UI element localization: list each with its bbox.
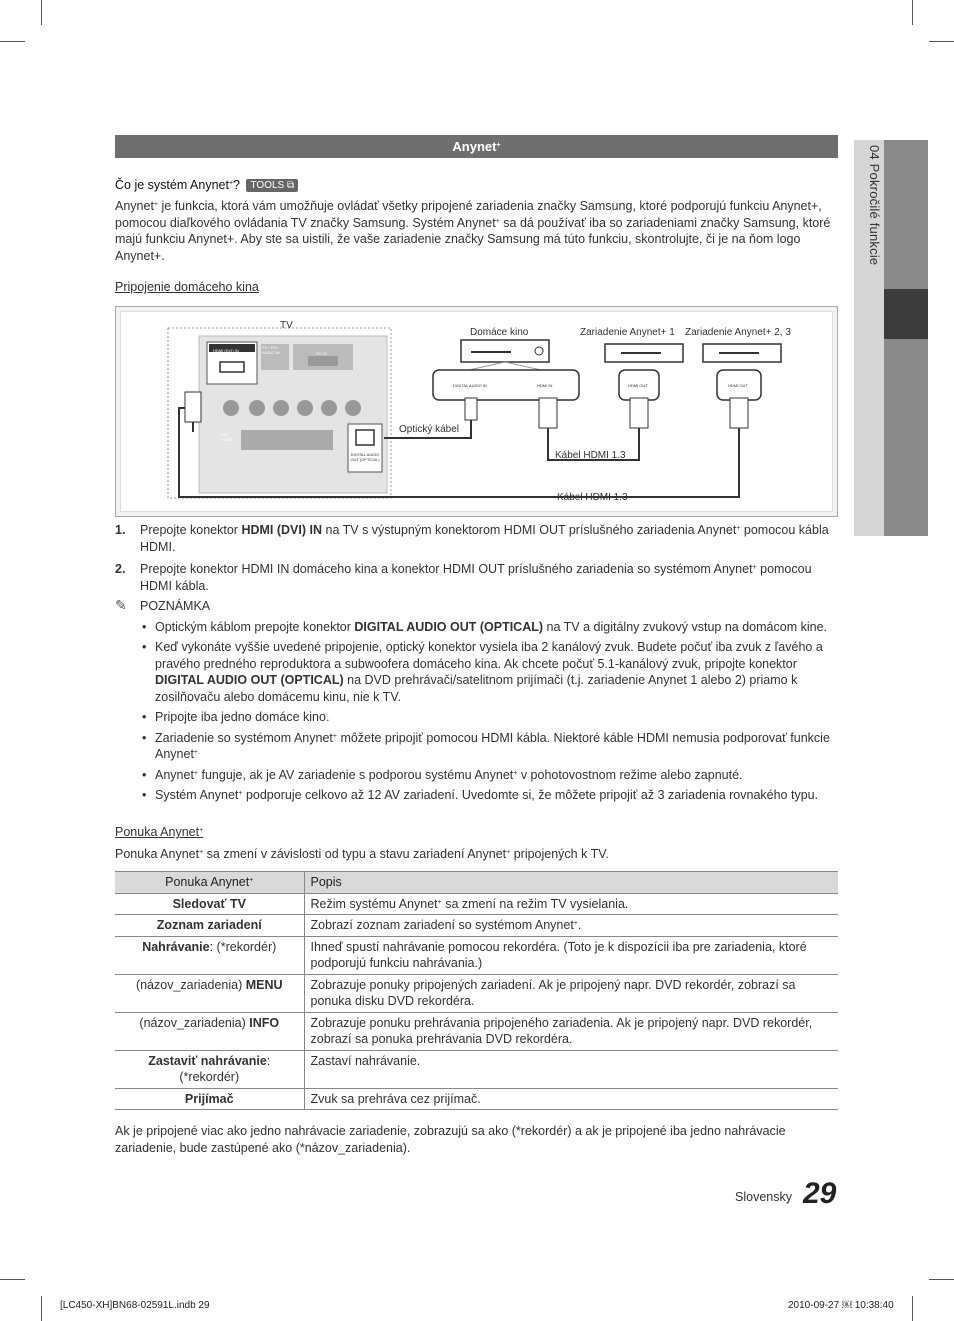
device1-hdmi-port: HDMI OUT	[628, 383, 648, 388]
port-pc-dvi: PC / DVI AUDIO IN	[262, 345, 280, 355]
crop-mark	[41, 1296, 42, 1321]
page-number: 29	[803, 1177, 837, 1210]
tools-icon: ⧉	[286, 180, 295, 191]
footer-paragraph: Ak je pripojené viac ako jedno nahrávacie zariadenie, zobrazujú sa ako (*rekordér) a ak je pripojené iba jedno nahrávacie zariadenie, bude zastúpené ako (*názov_zariadenia).	[115, 1124, 786, 1155]
device1-label: Zariadenie Anynet+ 1	[580, 327, 675, 338]
device1-hdmi-plug	[630, 398, 648, 428]
ht-hdmi-plug	[539, 398, 557, 428]
note-title: ✎ POZNÁMKA	[115, 597, 211, 613]
chapter-tab-band	[884, 339, 928, 536]
crop-mark	[0, 1279, 25, 1280]
table-row	[115, 893, 838, 915]
scart-port	[241, 430, 333, 450]
table-cell: Zastaví nahrávanie.	[304, 1050, 838, 1088]
table-header	[115, 872, 838, 894]
port-ext: EXT (RGB)	[221, 432, 233, 442]
table-row	[115, 915, 838, 937]
table-cell: Sledovať TV	[115, 893, 304, 915]
connection-diagram	[115, 306, 838, 517]
table-row	[115, 1088, 838, 1110]
ht-optical-port: DIGITAL AUDIO IN	[453, 383, 487, 388]
optical-cable-label: Optický kábel	[399, 424, 460, 435]
steps-list	[115, 522, 838, 808]
note-item: • Anynet+ funguje, ak je AV zariadenie s podporou systému Anynet+ v pohotovostnom režime alebo zapnuté.	[155, 767, 838, 784]
connect-heading: Pripojenie domáceho kina	[115, 280, 259, 294]
note-item: • Pripojte iba jedno domáce kino.	[155, 709, 838, 726]
hdmi-cable-label-2: Kábel HDMI 1.3	[557, 492, 628, 503]
menu-description: Ponuka Anynet+ sa zmení v závislosti od typu a stavu zariadení Anynet+ pripojených k TV.	[115, 847, 609, 861]
table-header-cell: Ponuka Anynet+	[115, 872, 304, 894]
chapter-label: 04 Pokročilé funkcie	[867, 145, 882, 266]
hdmi-cable-label-1: Kábel HDMI 1.3	[555, 450, 626, 461]
crop-mark	[912, 1296, 913, 1321]
tv-hdmi-plug	[185, 392, 201, 422]
table-row	[115, 1012, 838, 1050]
ht-optical-plug	[465, 398, 477, 420]
what-is-body: Anynet+ je funkcia, ktorá vám umožňuje ovládať všetky pripojené zariadenia značky Samsung, ktoré podporujú funkciu Anynet+, pomocou diaľkového ovládania TV značky Samsung. Systém Anynet+ sa dá používať iba so zariadeniami značky Samsung, ktoré majú funkciu Anynet+. Aby ste sa uistili, že vaše zariadenie značky Samsung má túto funkciu, skontrolujte, či je na ňom logo Anynet+.	[115, 199, 831, 263]
print-date-info: 2010-09-27 ￼ 10:38:40	[788, 1300, 894, 1311]
tv-hdmi-cable-inner	[179, 408, 185, 422]
crop-mark	[0, 41, 25, 42]
table-cell: (názov_zariadenia) INFO	[115, 1012, 304, 1050]
menu-heading: Ponuka Anynet+	[115, 825, 204, 839]
note-item: • Optickým káblom prepojte konektor DIGITAL AUDIO OUT (OPTICAL) na TV a digitálny zvukový vstup na domácom kine.	[155, 619, 838, 636]
note-item: • Zariadenie so systémom Anynet+ môžete pripojiť pomocou HDMI kábla. Niektoré káble HDMI nemusia podporovať funkcie Anynet+.	[155, 730, 838, 763]
table-cell: Režim systému Anynet+ sa zmení na režim TV vysielania.	[304, 893, 838, 915]
table-cell: Zastaviť nahrávanie: (*rekordér)	[115, 1050, 304, 1088]
home-theater-link	[469, 362, 541, 370]
step-item: 1. Prepojte konektor HDMI (DVI) IN na TV s výstupným konektorom HDMI OUT príslušného zariadenia Anynet+ pomocou kábla HDMI.	[115, 523, 829, 554]
device23-hdmi-port: HDMI OUT	[728, 383, 748, 388]
port-pc-in: PC IN	[316, 351, 327, 356]
step-item: 2. Prepojte konektor HDMI IN domáceho kina a konektor HDMI OUT príslušného zariadenia so systémom Anynet+ pomocou HDMI kábla.	[115, 562, 812, 593]
crop-mark	[912, 0, 913, 25]
table-cell: Zobrazuje ponuky pripojených zariadení. Ak je pripojený napr. DVD rekordér, zobrazí sa ponuka disku DVD rekordéra.	[304, 974, 838, 1012]
table-cell: Zobrazí zoznam zariadení so systémom Anynet+.	[304, 915, 838, 937]
what-is-heading: Čo je systém Anynet+? TOOLS ⧉	[115, 177, 298, 194]
home-theater-label: Domáce kino	[470, 327, 529, 338]
tv-label: TV	[280, 320, 293, 331]
port-hdmi-dvi-in: HDMI (DVI) IN	[213, 348, 239, 353]
note-item: • Systém Anynet+ podporuje celkovo až 12 AV zariadení. Uvedomte si, že môžete pripojiť až 3 zariadenia rovnakého typu.	[155, 787, 838, 804]
print-file-info: [LC450-XH]BN68-02591L.indb 29	[60, 1300, 210, 1311]
table-row	[115, 974, 838, 1012]
device23-hdmi-plug	[730, 398, 748, 428]
pencil-icon: ✎	[115, 597, 127, 613]
optical-port	[356, 430, 374, 445]
table-cell: (názov_zariadenia) MENU	[115, 974, 304, 1012]
chapter-tab-active	[884, 289, 928, 339]
table-cell: Prijímač	[115, 1088, 304, 1110]
tools-badge: TOOLS ⧉	[246, 179, 298, 192]
crop-mark	[929, 41, 954, 42]
table-cell: Zoznam zariadení	[115, 915, 304, 937]
hdmi-port	[220, 362, 244, 372]
section-title: Anynet+	[115, 135, 838, 158]
page-language: Slovensky	[735, 1190, 792, 1204]
anynet-menu-table	[115, 871, 838, 1110]
table-row	[115, 1050, 838, 1088]
note-item: • Keď vykonáte vyššie uvedené pripojenie, optický konektor vysiela iba 2 kanálový zvuk. Budete počuť iba zvuk z ľavého a pravého predného reproduktora a subwoofera domáceho kina. Ak chcete počuť 5.1-kanálový zvuk, pripojte konektor DIGITAL AUDIO OUT (OPTICAL) na DVD prehrávači/satelitnom prijímači (t.j. zariadenie Anynet 1 alebo 2) priamo k zosilňovaču alebo domácemu kinu, nie k TV.	[155, 639, 838, 705]
table-header-cell: Popis	[304, 872, 838, 894]
ht-hdmi-port: HDMI IN	[537, 383, 553, 388]
device23-label: Zariadenie Anynet+ 2, 3	[685, 327, 791, 338]
chapter-tab-band	[884, 140, 928, 289]
port-optical: DIGITAL AUDIO OUT (OPTICAL)	[350, 452, 380, 462]
diagram-canvas	[120, 311, 833, 512]
table-cell: Zobrazuje ponuku prehrávania pripojeného zariadenia. Ak je pripojený napr. DVD rekordér, zobrazí sa ponuka prehrávania DVD rekordéra.	[304, 1012, 838, 1050]
crop-mark	[41, 0, 42, 25]
crop-mark	[929, 1279, 954, 1280]
table-row	[115, 936, 838, 974]
note-list	[155, 619, 838, 804]
table-cell: Nahrávanie: (*rekordér)	[115, 936, 304, 974]
table-cell: Ihneď spustí nahrávanie pomocou rekordéra. (Toto je k dispozícii iba pre zariadenia, ktoré podporujú funkciu nahrávania.)	[304, 936, 838, 974]
table-cell: Zvuk sa prehráva cez prijímač.	[304, 1088, 838, 1110]
